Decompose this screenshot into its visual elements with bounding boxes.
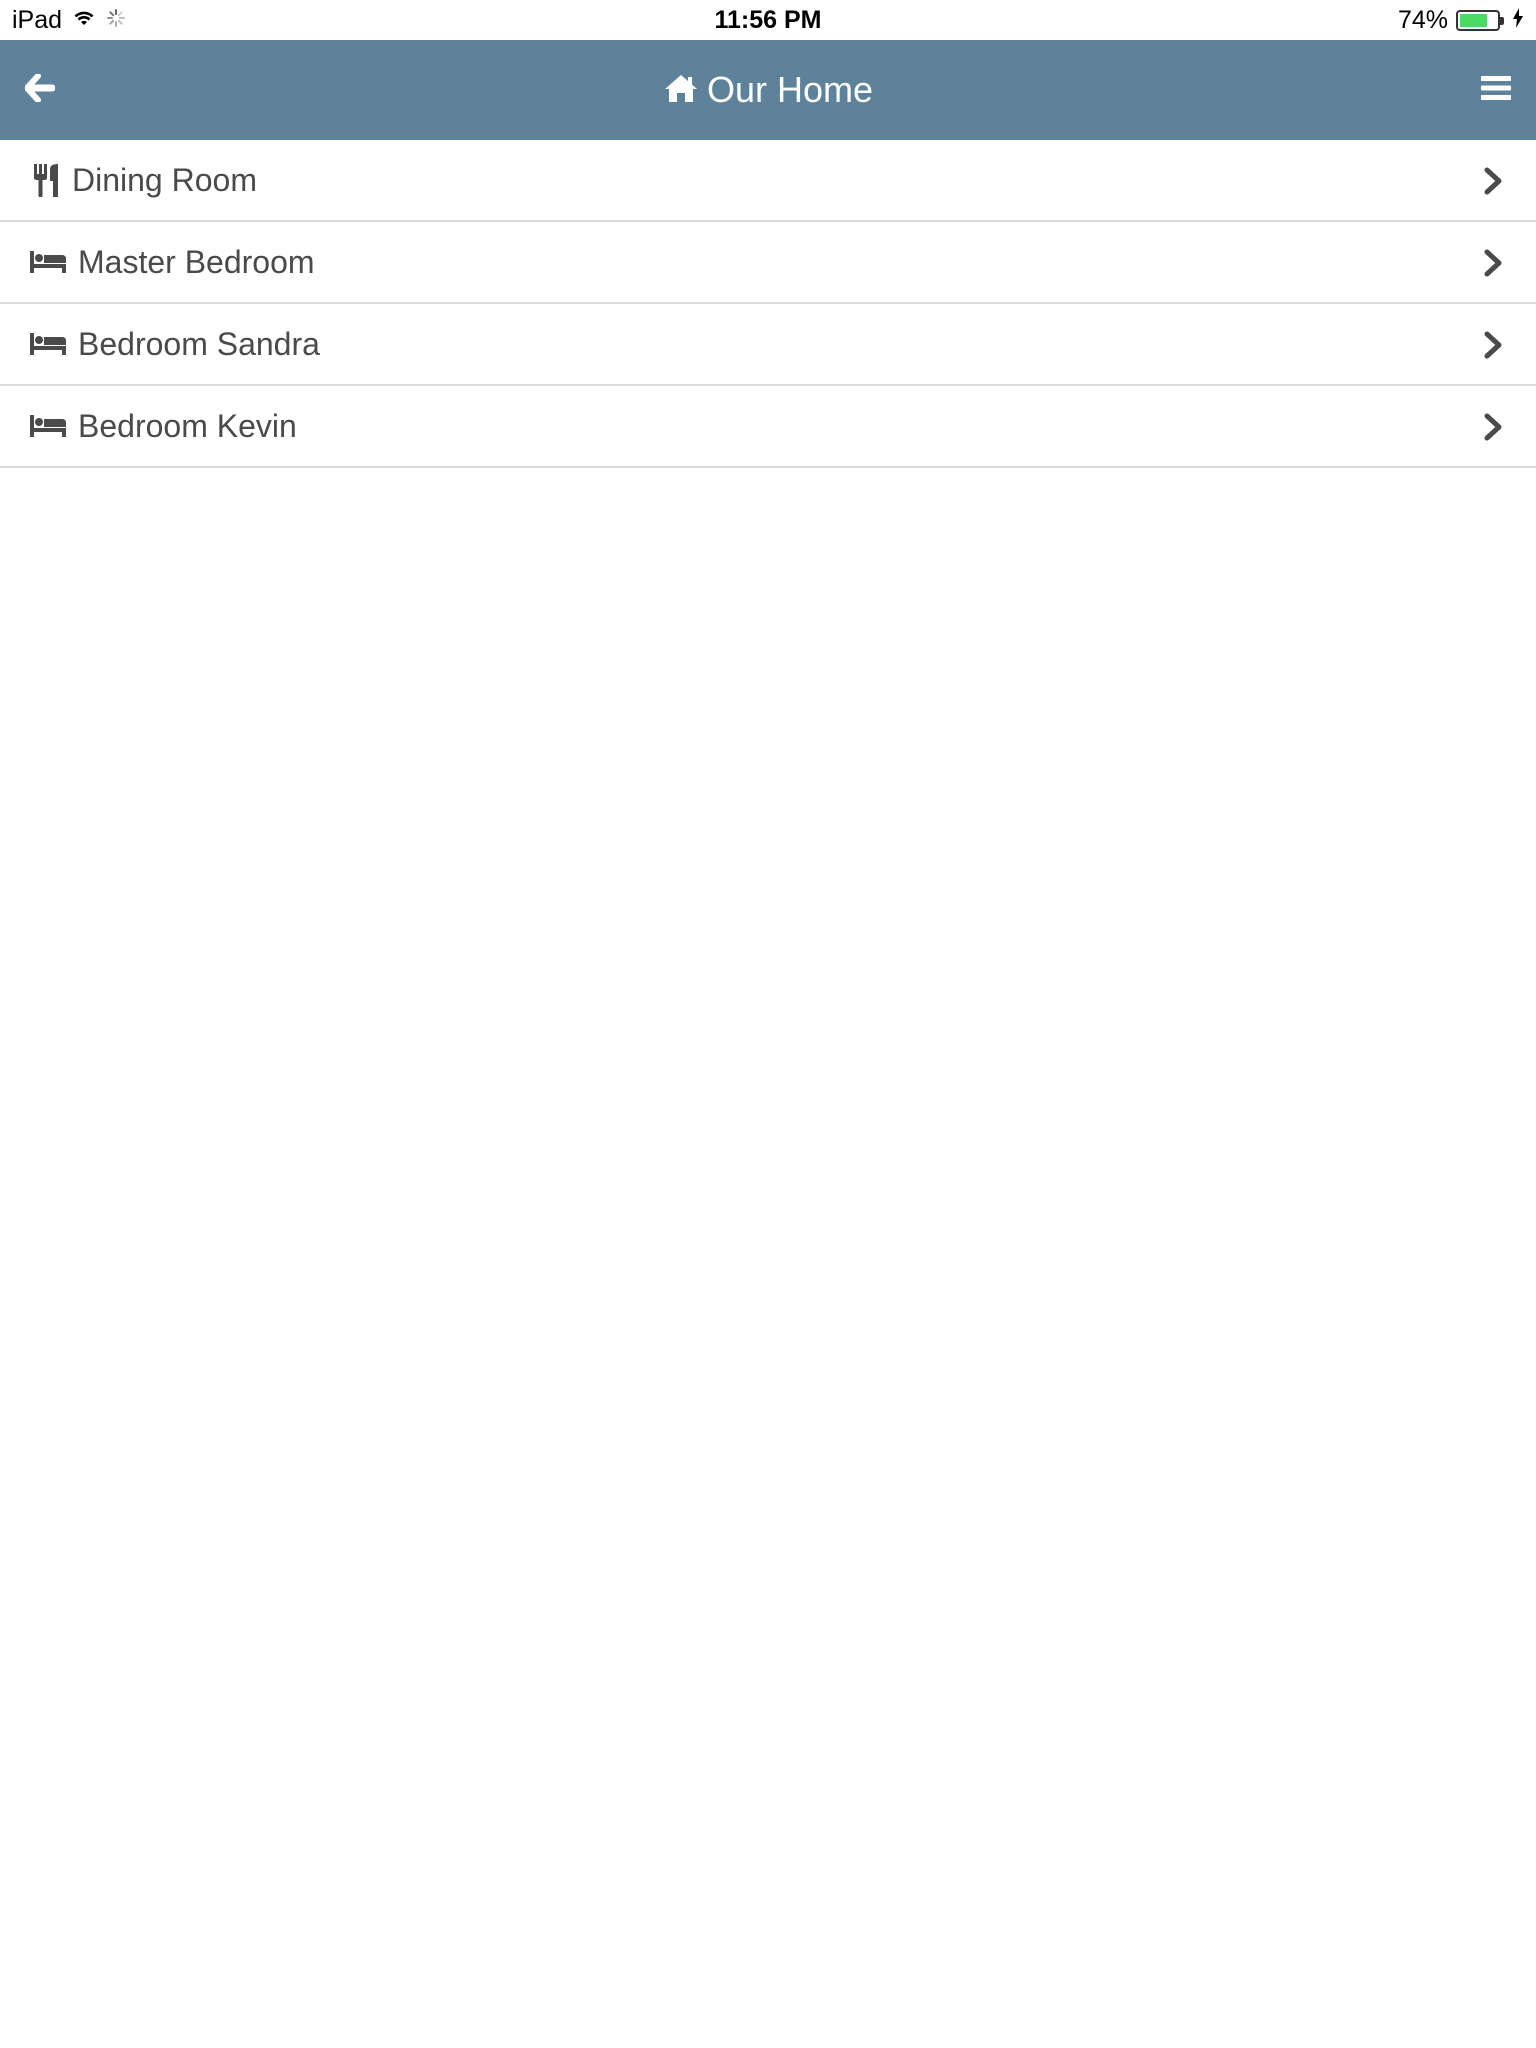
status-time: 11:56 PM — [714, 6, 822, 34]
room-item-bedroom-kevin[interactable] — [0, 386, 1536, 468]
room-label: Dining Room — [72, 162, 257, 198]
device-name: iPad — [12, 6, 63, 34]
bed-icon — [28, 244, 68, 280]
chevron-right-icon — [1482, 331, 1506, 359]
room-item-dining-room[interactable] — [0, 140, 1536, 222]
room-label: Bedroom Kevin — [78, 408, 297, 444]
chevron-right-icon — [1482, 249, 1506, 277]
status-bar — [0, 0, 1536, 40]
bed-icon — [28, 408, 68, 444]
battery-percentage: 74% — [1397, 6, 1448, 34]
charging-bolt-icon — [1512, 8, 1524, 33]
room-label: Master Bedroom — [78, 244, 315, 280]
bed-icon — [28, 326, 68, 362]
status-bar-right — [1398, 6, 1524, 34]
navbar-title-group — [0, 68, 1536, 112]
hamburger-menu-icon — [1481, 75, 1511, 106]
room-list — [0, 140, 1536, 468]
battery-icon — [1456, 10, 1500, 31]
chevron-right-icon — [1482, 413, 1506, 441]
menu-button[interactable] — [1476, 70, 1516, 110]
room-item-bedroom-sandra[interactable] — [0, 304, 1536, 386]
chevron-right-icon — [1482, 167, 1506, 195]
top-navbar — [0, 40, 1536, 140]
home-icon — [663, 73, 699, 108]
room-item-master-bedroom[interactable] — [0, 222, 1536, 304]
page-title: Our Home — [706, 69, 874, 110]
room-label: Bedroom Sandra — [78, 326, 320, 362]
utensils-icon — [28, 162, 64, 198]
battery-level-fill — [1460, 14, 1487, 27]
